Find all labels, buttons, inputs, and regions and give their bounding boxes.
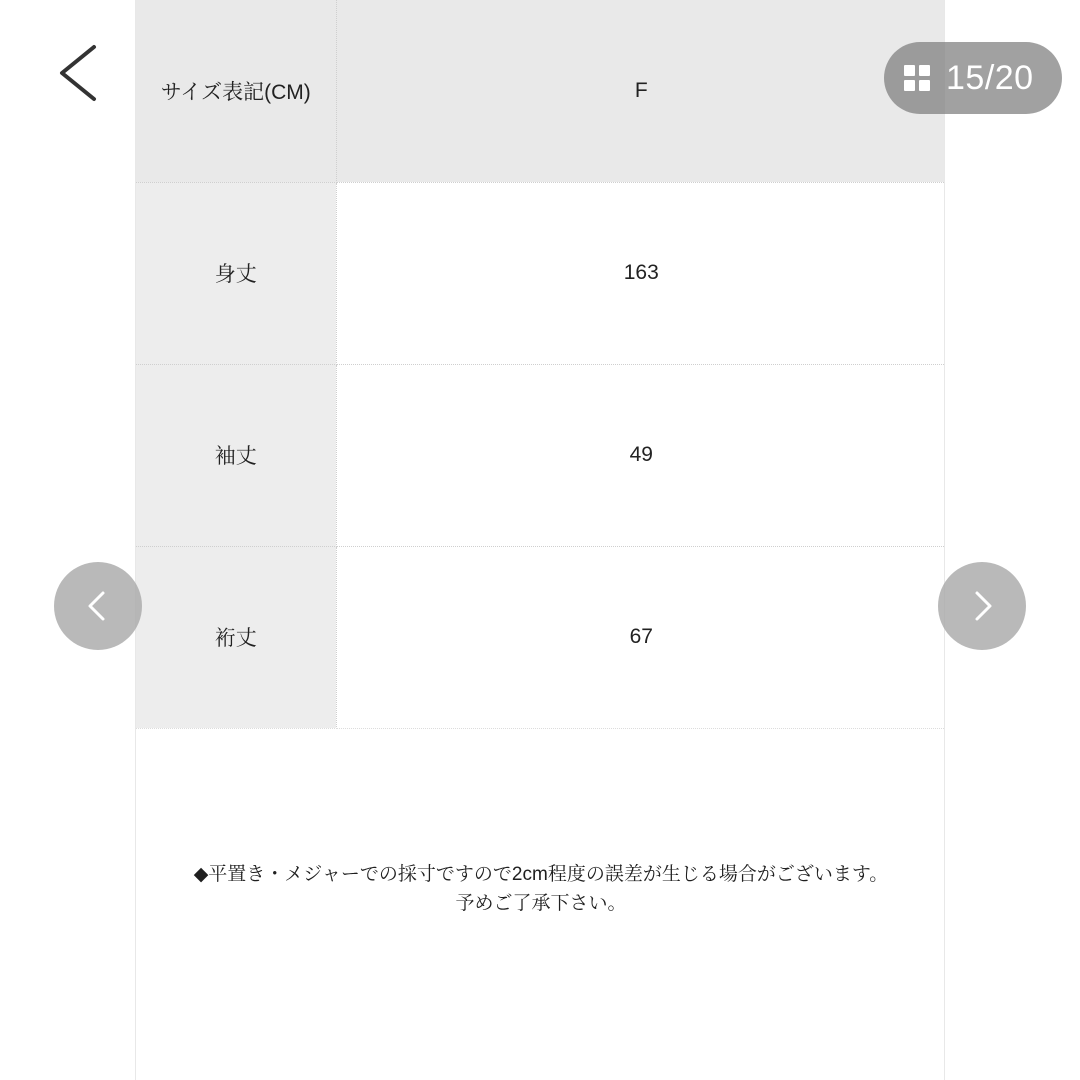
- size-row-value: 67: [336, 546, 945, 728]
- back-button[interactable]: [52, 42, 104, 104]
- table-header-row: [136, 0, 945, 182]
- table-row: [136, 546, 945, 728]
- chevron-left-icon: [80, 588, 116, 624]
- product-size-chart-image[interactable]: [135, 0, 945, 1080]
- image-counter-text: 15/20: [946, 58, 1034, 97]
- chevron-right-icon: [964, 588, 1000, 624]
- measurement-note-line1: ◆平置き・メジャーでの採寸ですので2cm程度の誤差が生じる場合がございます。: [193, 864, 889, 885]
- size-table: [136, 0, 945, 729]
- size-table-header-value: F: [336, 0, 945, 182]
- previous-image-button[interactable]: [54, 562, 142, 650]
- size-row-label: 裄丈: [136, 546, 336, 728]
- measurement-note: [136, 860, 945, 919]
- table-row: [136, 182, 945, 364]
- size-row-value: 163: [336, 182, 945, 364]
- table-row: [136, 364, 945, 546]
- measurement-note-line2: 予めご了承下さい。: [455, 893, 627, 915]
- size-row-label: 袖丈: [136, 364, 336, 546]
- size-table-header-label: サイズ表記(CM): [136, 0, 336, 182]
- size-row-value: 49: [336, 364, 945, 546]
- chevron-left-icon: [52, 42, 104, 104]
- next-image-button[interactable]: [938, 562, 1026, 650]
- size-row-label: 身丈: [136, 182, 336, 364]
- grid-icon: [904, 65, 930, 91]
- image-counter-badge[interactable]: [884, 42, 1062, 114]
